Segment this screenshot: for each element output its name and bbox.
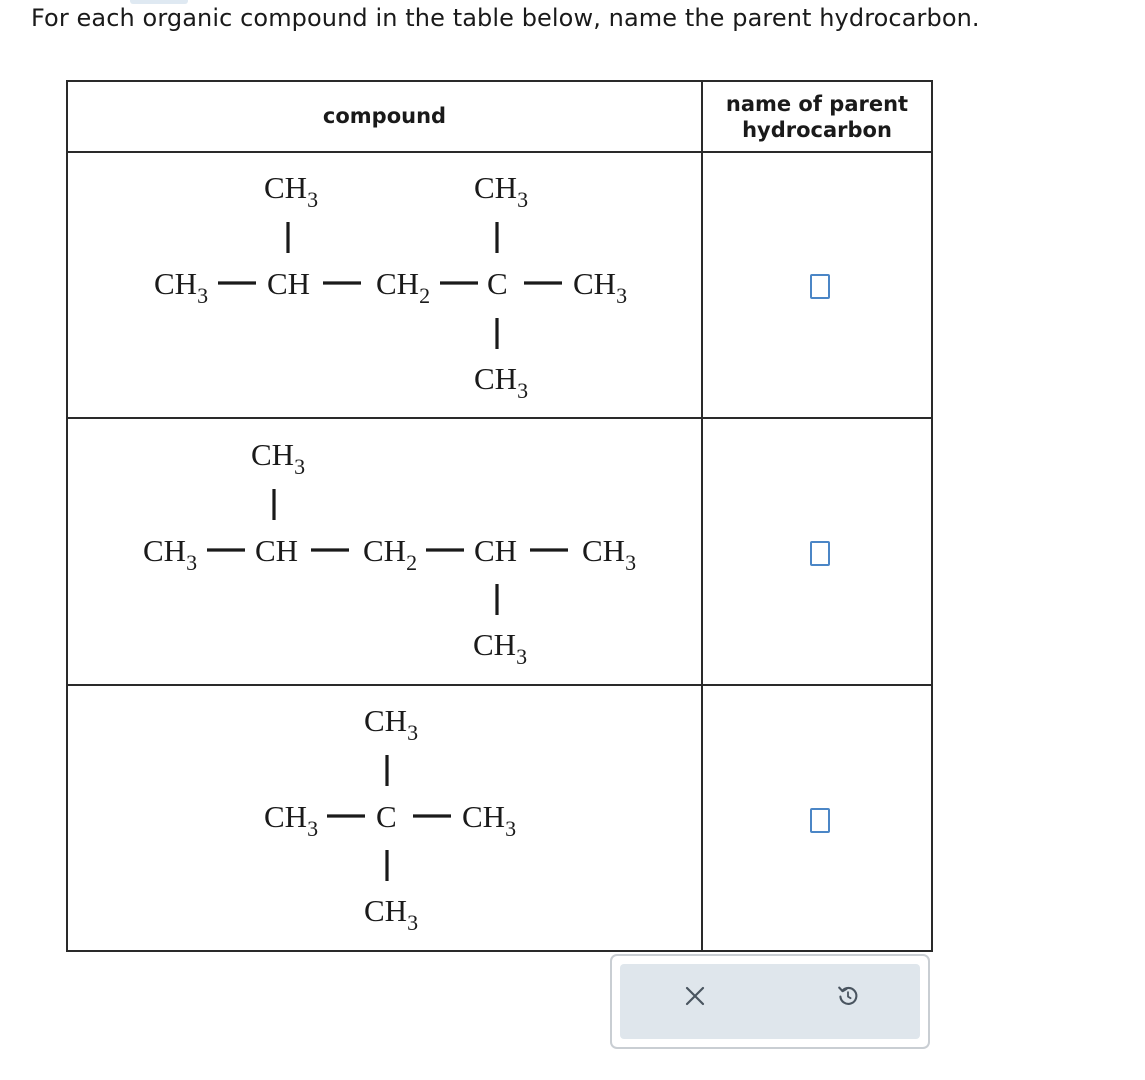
compound-1-structure bbox=[154, 170, 627, 403]
answer-input-row-2[interactable] bbox=[810, 541, 830, 566]
header-parent-name-line2: hydrocarbon bbox=[742, 118, 892, 142]
answer-toolbar bbox=[610, 954, 930, 1049]
group-ch3: CH3 bbox=[264, 170, 319, 212]
answer-input-row-3[interactable] bbox=[810, 808, 830, 833]
group-ch3: CH3 bbox=[154, 266, 209, 308]
group-ch3: CH3 bbox=[462, 799, 517, 841]
header-compound: compound bbox=[322, 104, 447, 128]
x-icon bbox=[683, 984, 707, 1008]
group-ch2: CH2 bbox=[376, 266, 431, 308]
compound-2-structure bbox=[143, 437, 636, 669]
group-ch3: CH3 bbox=[364, 703, 419, 745]
group-ch: CH bbox=[267, 266, 311, 301]
answer-input-row-1[interactable] bbox=[810, 274, 830, 299]
clear-button[interactable] bbox=[671, 972, 719, 1020]
compound-3-structure bbox=[264, 703, 516, 935]
group-ch3: CH3 bbox=[474, 361, 529, 403]
header-parent-name-line1: name of parent bbox=[725, 92, 909, 116]
group-ch3: CH3 bbox=[473, 627, 528, 669]
group-ch3: CH3 bbox=[143, 533, 198, 575]
group-ch3: CH3 bbox=[582, 533, 637, 575]
question-prompt: For each organic compound in the table below, name the parent hydrocarbon. bbox=[31, 4, 980, 32]
group-ch: CH bbox=[474, 533, 518, 568]
group-ch: CH bbox=[255, 533, 299, 568]
undo-button[interactable] bbox=[824, 972, 872, 1020]
undo-icon bbox=[835, 983, 861, 1009]
group-ch2: CH2 bbox=[363, 533, 418, 575]
group-ch3: CH3 bbox=[264, 799, 319, 841]
group-c: C bbox=[487, 266, 508, 301]
group-ch3: CH3 bbox=[573, 266, 628, 308]
group-ch3: CH3 bbox=[251, 437, 306, 479]
toolbar-panel bbox=[620, 964, 920, 1039]
group-c: C bbox=[376, 799, 397, 834]
group-ch3: CH3 bbox=[364, 893, 419, 935]
group-ch3: CH3 bbox=[474, 170, 529, 212]
